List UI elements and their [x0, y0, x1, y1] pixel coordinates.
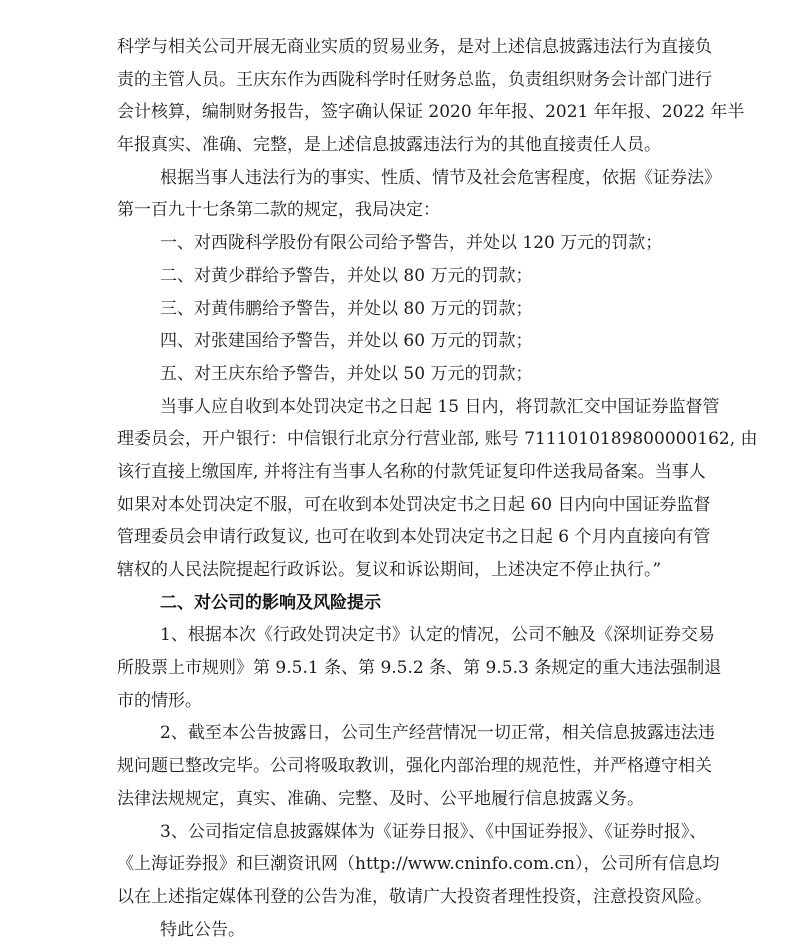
text-line: 市的情形。 — [117, 690, 202, 711]
penalty-item: 四、对张建国给予警告，并处以 60 万元的罚款； — [160, 331, 533, 352]
text-line: 理委员会，开户银行：中信银行北京分行营业部, 账号 7111010189800000162, 由 — [117, 429, 758, 450]
text-line: 责的主管人员。王庆东作为西陇科学时任财务总监，负责组织财务会计部门进行 — [117, 69, 712, 90]
text-line: 第一百九十七条第二款的规定，我局决定： — [117, 200, 440, 221]
paragraph-item-3 — [117, 816, 720, 914]
closing-statement: 特此公告。 — [160, 919, 245, 940]
text-line: 年报真实、准确、完整，是上述信息披露违法行为的其他直接责任人员。 — [117, 135, 661, 156]
text-line: 管理委员会申请行政复议, 也可在收到本处罚决定书之日起 6 个月内直接向有管 — [117, 527, 711, 548]
text-line: 3、公司指定信息披露媒体为《证券日报》、《中国证券报》、《证券时报》、 — [160, 821, 707, 842]
text-line: 辖权的人民法院提起行政诉讼。复议和诉讼期间，上述决定不停止执行。” — [117, 560, 662, 580]
text-line: 以在上述指定媒体刊登的公告为准，敬请广大投资者理性投资，注意投资风险。 — [117, 886, 712, 907]
text-line: 该行直接上缴国库, 并将注有当事人名称的付款凭证复印件送我局备案。当事人 — [117, 461, 706, 482]
document-body — [117, 31, 758, 946]
penalty-item: 五、对王庆东给予警告，并处以 50 万元的罚款； — [160, 363, 533, 384]
text-line: 1、根据本次《行政处罚决定书》认定的情况，公司不触及《深圳证券交易 — [160, 625, 715, 646]
paragraph-item-1 — [117, 619, 722, 717]
text-line: 法律法规规定，真实、准确、完整、及时、公平地履行信息披露义务。 — [117, 788, 644, 809]
section-heading: 二、对公司的影响及风险提示 — [160, 592, 381, 613]
penalty-list — [117, 227, 673, 390]
paragraph-item-2 — [117, 717, 715, 815]
text-line: 当事人应自收到本处罚决定书之日起 15 日内，将罚款汇交中国证券监督管 — [160, 396, 720, 417]
text-line: 2、截至本公告披露日，公司生产经营情况一切正常，相关信息披露违法违 — [160, 723, 715, 744]
text-line: 所股票上市规则》第 9.5.1 条、第 9.5.2 条、第 9.5.3 条规定的重大违法强制退 — [117, 658, 722, 679]
paragraph-responsible-persons — [117, 31, 745, 162]
paragraph-payment-and-appeal — [117, 391, 758, 587]
paragraph-decision-basis — [117, 162, 721, 227]
penalty-item: 一、对西陇科学股份有限公司给予警告，并处以 120 万元的罚款； — [160, 233, 663, 254]
text-line: 如果对本处罚决定不服，可在收到本处罚决定书之日起 60 日内向中国证券监督 — [117, 494, 711, 515]
text-line: 根据当事人违法行为的事实、性质、情节及社会危害程度，依据《证券法》 — [160, 167, 721, 188]
penalty-item: 三、对黄伟鹏给予警告，并处以 80 万元的罚款； — [160, 298, 533, 319]
text-line: 会计核算，编制财务报告，签字确认保证 2020 年年报、2021 年年报、2022 年半 — [117, 102, 745, 123]
text-line: 规问题已整改完毕。公司将吸取教训，强化内部治理的规范性，并严格遵守相关 — [117, 756, 712, 777]
penalty-item: 二、对黄少群给予警告，并处以 80 万元的罚款； — [160, 265, 533, 286]
text-line: 科学与相关公司开展无商业实质的贸易业务，是对上述信息披露违法行为直接负 — [117, 37, 712, 57]
text-line: 《上海证券报》和巨潮资讯网（http://www.cninfo.com.cn），公司所有信息均 — [117, 854, 720, 875]
